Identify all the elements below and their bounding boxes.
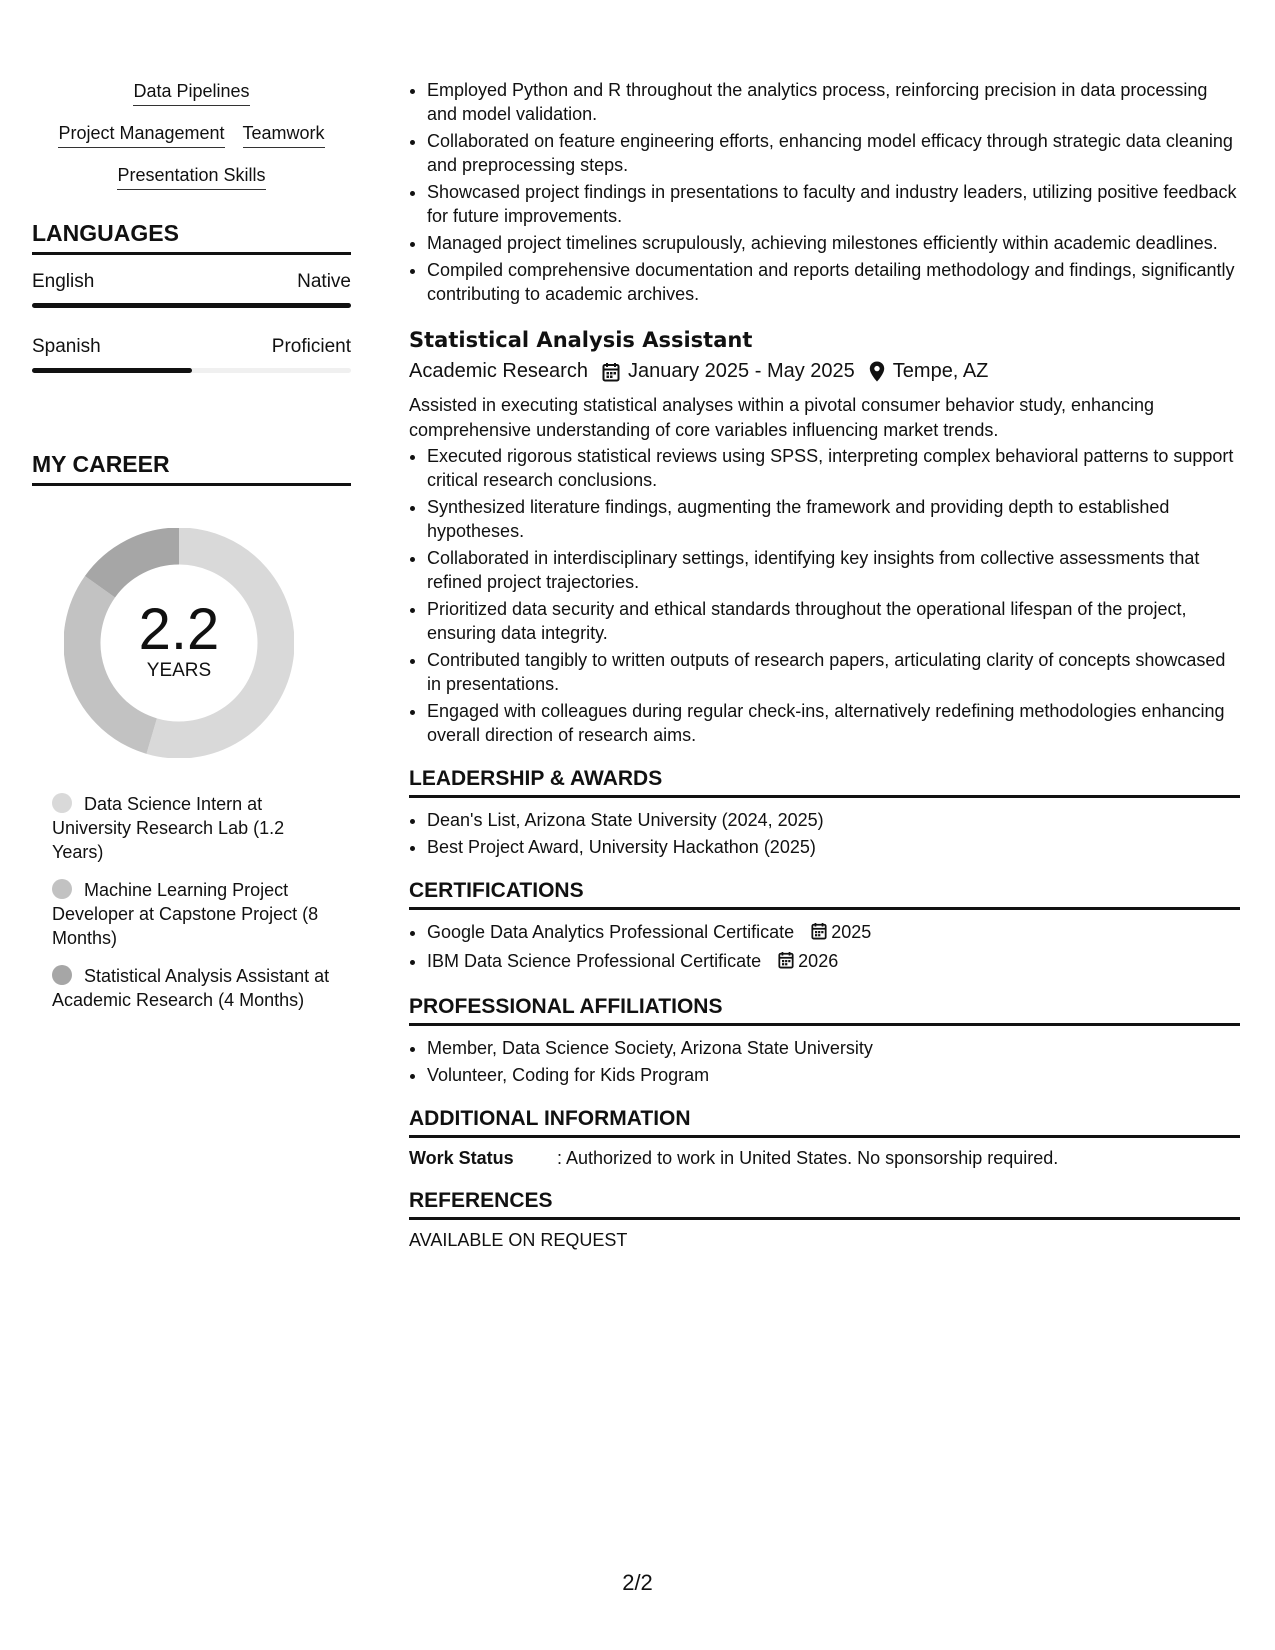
language-level: Proficient	[271, 336, 351, 357]
skill-row	[32, 80, 351, 106]
calendar-icon	[602, 362, 620, 382]
language-bar-fill	[32, 368, 192, 373]
page-number: 2/2	[622, 1570, 653, 1595]
sidebar	[32, 80, 351, 1026]
skill-tag: Presentation Skills	[117, 164, 265, 190]
job-location: Tempe, AZ	[892, 360, 989, 382]
skill-tag: Project Management	[58, 122, 224, 148]
calendar-icon	[778, 951, 794, 975]
work-status-row	[409, 1148, 1240, 1169]
certification-year: 2026	[798, 951, 839, 971]
work-status-label: Work Status	[409, 1148, 514, 1168]
list-item: • Compiled comprehensive documentation and reports detailing methodology and findings, significantly contributing to academic archives.	[427, 258, 1240, 306]
list-item: • Volunteer, Coding for Kids Program	[427, 1063, 1240, 1087]
list-item: • Showcased project findings in presentations to faculty and industry leaders, utilizing positive feedback for future improvements.	[427, 180, 1240, 228]
leadership-section	[409, 767, 1240, 859]
certification-name: Google Data Analytics Professional Certificate	[427, 922, 795, 942]
additional-info-heading: ADDITIONAL INFORMATION	[409, 1107, 1240, 1138]
certifications-heading: CERTIFICATIONS	[409, 879, 1240, 910]
leadership-heading: LEADERSHIP & AWARDS	[409, 767, 1240, 798]
job-dates: January 2025 - May 2025	[627, 360, 855, 382]
list-item: • Engaged with colleagues during regular check-ins, alternatively redefining methodologies enhancing overall direction of research aims.	[427, 699, 1240, 747]
location-pin-icon	[869, 361, 885, 382]
affiliations-heading: PROFESSIONAL AFFILIATIONS	[409, 995, 1240, 1026]
legend-dot	[52, 793, 72, 813]
list-item: • Dean's List, Arizona State University (2024, 2025)	[427, 808, 1240, 832]
skill-row	[32, 122, 351, 148]
job-bullets	[409, 444, 1240, 747]
donut-segment-2	[100, 546, 179, 587]
list-item: • Managed project timelines scrupulously, achieving milestones efficiently within academic deadlines.	[427, 231, 1240, 255]
list-item: • Best Project Award, University Hackathon (2025)	[427, 835, 1240, 859]
job-description: Assisted in executing statistical analyses within a pivotal consumer behavior study, enhancing comprehensive understanding of core variables influencing market trends.	[409, 395, 1155, 440]
language-name: Spanish	[32, 336, 101, 357]
job-entry	[409, 328, 1240, 747]
list-item: • Member, Data Science Society, Arizona State University	[427, 1036, 1240, 1060]
list-item: • Synthesized literature findings, augmenting the framework and providing depth to established hypotheses.	[427, 495, 1240, 543]
career-total-value: 2.2	[138, 597, 220, 662]
language-bar-fill	[32, 303, 351, 308]
legend-dot	[52, 965, 72, 985]
skill-tag: Data Pipelines	[133, 80, 249, 106]
certification-item	[427, 920, 1240, 946]
career-heading: MY CAREER	[32, 451, 351, 486]
career-section	[32, 451, 351, 1012]
work-status-value: : Authorized to work in United States. No sponsorship required.	[557, 1148, 1059, 1168]
career-donut-chart	[64, 528, 294, 758]
language-bar	[32, 368, 351, 373]
career-legend-item: Machine Learning Project Developer at Capstone Project (8 Months)	[52, 880, 319, 948]
job-org: Academic Research	[409, 360, 588, 382]
career-legend	[32, 792, 351, 1012]
career-total-unit: YEARS	[146, 660, 212, 681]
list-item: • Employed Python and R throughout the analytics process, reinforcing precision in data processing and model validation.	[427, 78, 1240, 126]
career-legend-item: Data Science Intern at University Research Lab (1.2 Years)	[52, 794, 285, 862]
references-section	[409, 1189, 1240, 1251]
list-item: • Executed rigorous statistical reviews using SPSS, interpreting complex behavioral patterns to support critical research conclusions.	[427, 444, 1240, 492]
list-item: • Contributed tangibly to written outputs of research papers, articulating clarity of concepts showcased in presentations.	[427, 648, 1240, 696]
list-item: • Prioritized data security and ethical standards throughout the operational lifespan of the project, ensuring data integrity.	[427, 597, 1240, 645]
list-item: • Collaborated in interdisciplinary settings, identifying key insights from collective assessments that refined project trajectories.	[427, 546, 1240, 594]
list-item: • Collaborated on feature engineering efforts, enhancing model efficacy through strategic data cleaning and preprocessing steps.	[427, 129, 1240, 177]
certification-year: 2025	[831, 922, 872, 942]
references-text: AVAILABLE ON REQUEST	[409, 1230, 628, 1250]
job-meta	[409, 360, 1240, 383]
additional-info-section	[409, 1107, 1240, 1169]
job-title: Statistical Analysis Assistant	[409, 328, 753, 352]
previous-job-bullets	[409, 78, 1240, 306]
language-item	[32, 271, 351, 308]
affiliations-section	[409, 995, 1240, 1087]
main-content	[409, 78, 1240, 1251]
skills-list	[32, 80, 351, 190]
languages-heading: LANGUAGES	[32, 220, 351, 255]
calendar-icon	[811, 922, 827, 946]
language-level: Native	[297, 271, 351, 292]
references-heading: REFERENCES	[409, 1189, 1240, 1220]
skill-tag: Teamwork	[243, 122, 325, 148]
legend-dot	[52, 879, 72, 899]
language-bar	[32, 303, 351, 308]
language-name: English	[32, 271, 95, 292]
languages-section	[32, 220, 351, 373]
certifications-section	[409, 879, 1240, 975]
language-item	[32, 336, 351, 373]
certification-name: IBM Data Science Professional Certificate	[427, 951, 762, 971]
career-legend-item: Statistical Analysis Assistant at Academic Research (4 Months)	[52, 966, 330, 1010]
skill-row	[32, 164, 351, 190]
certification-item	[427, 949, 1240, 975]
